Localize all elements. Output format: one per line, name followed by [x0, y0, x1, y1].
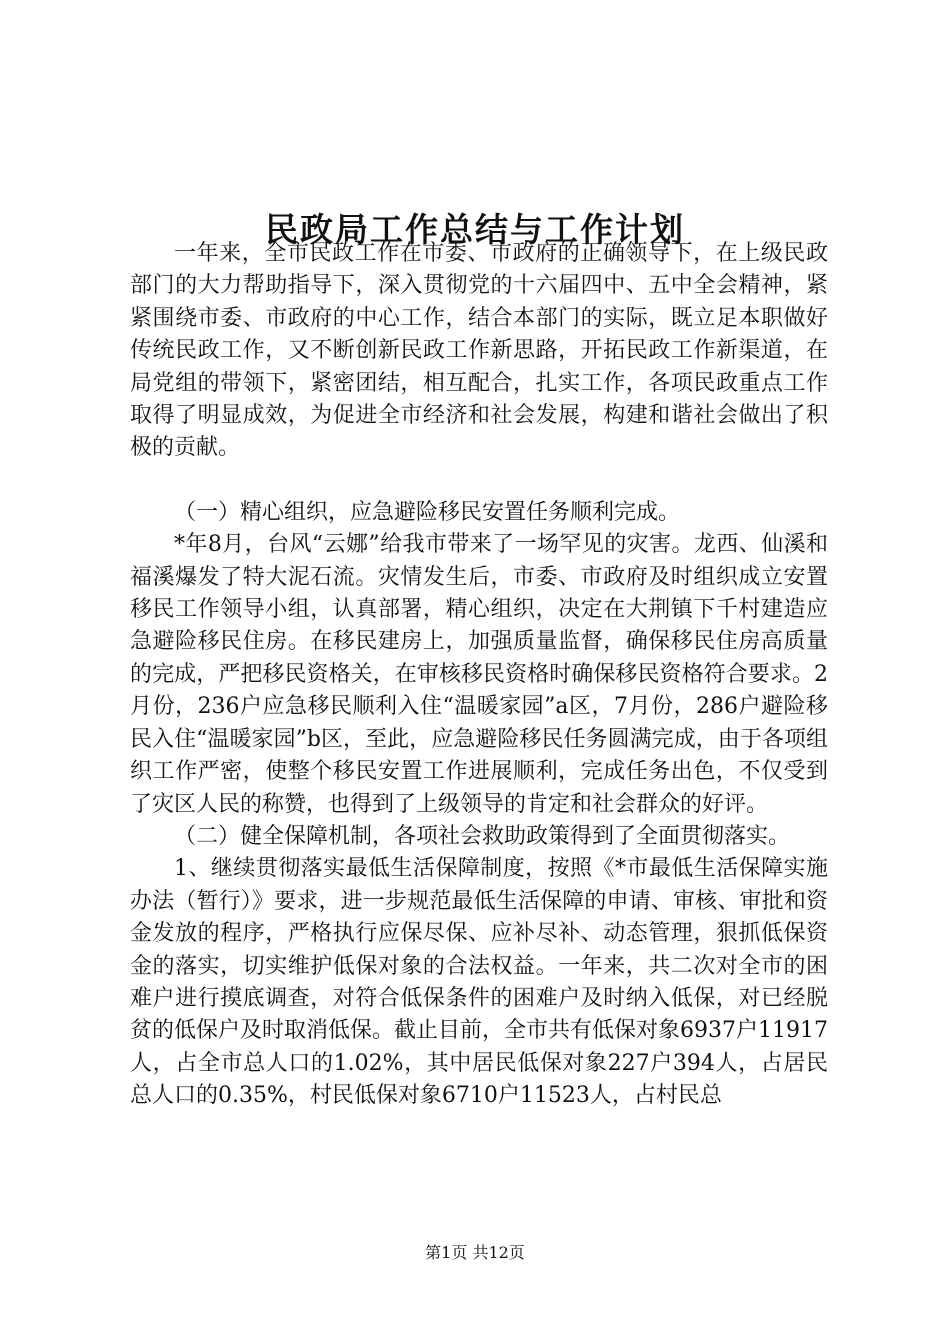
page-footer: 第1页 共12页 [425, 1243, 525, 1262]
document-title: 民政局工作总结与工作计划 [265, 210, 685, 250]
paragraph-gap [130, 465, 828, 497]
paragraph-typhoon: *年8月，台风“云娜”给我市带来了一场罕见的灾害。龙西、仙溪和福溪爆发了特大泥石流。灾情发生后，市委、市政府及时组织成立安置移民工作领导小组，认真部署，精心组织，决定在大荆镇下千村建造应急避险移民住房。在移民建房上，加强质量监督，确保移民住房高质量的完成，严把移民资格关，在审核移民资格时确保移民资格符合要求。2月份，236户应急移民顺利入住“温暖家园”a区，7月份，286户避险移民入住“温暖家园”b区，至此，应急避险移民任务圆满完成，由于各项组织工作严密，使整个移民安置工作进展顺利，完成任务出色，不仅受到了灾区人民的称赞，也得到了上级领导的肯定和社会群众的好评。 [130, 532, 828, 817]
document-body [130, 238, 828, 1113]
section-heading-1: （一）精心组织，应急避险移民安置任务顺利完成。 [174, 499, 681, 525]
paragraph-intro: 一年来，全市民政工作在市委、市政府的正确领导下，在上级民政部门的大力帮助指导下，深入贯彻党的十六届四中、五中全会精神，紧紧围绕市委、市政府的中心工作，结合本部门的实际，既立足本职做好传统民政工作，又不断创新民政工作新思路，开拓民政工作新渠道，在局党组的带领下，紧密团结，相互配合，扎实工作，各项民政重点工作取得了明显成效，为促进全市经济和社会发展，构建和谐社会做出了积极的贡献。 [130, 241, 828, 461]
paragraph-minimum-living: 1、继续贯彻落实最低生活保障制度，按照《*市最低生活保障实施办法（暂行）》要求，进一步规范最低生活保障的申请、审核、审批和资金发放的程序，严格执行应保尽保、应补尽补、动态管理，狠抓低保资金的落实，切实维护低保对象的合法权益。一年来，共二次对全市的困难户进行摸底调查，对符合低保条件的困难户及时纳入低保，对已经脱贫的低保户及时取消低保。截止目前，全市共有低保对象6937户11917人，占全市总人口的1.02%，其中居民低保对象227户394人，占居民总人口的0.35%，村民低保对象6710户11523人，占村民总 [130, 856, 828, 1109]
section-heading-2: （二）健全保障机制，各项社会救助政策得到了全面贯彻落实。 [174, 823, 791, 849]
